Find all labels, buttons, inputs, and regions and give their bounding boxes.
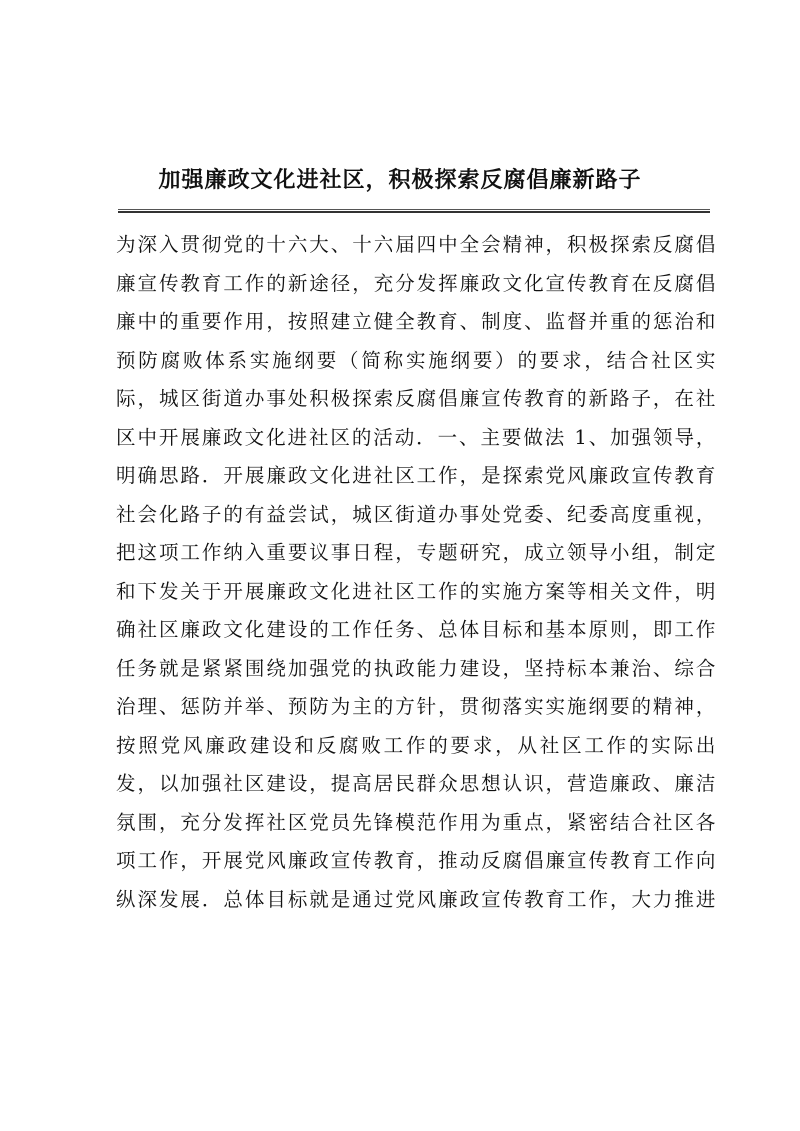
document-body bbox=[116, 226, 716, 919]
body-line: 和下发关于开展廉政文化进社区工作的实施方案等相关文件，明 bbox=[116, 579, 716, 603]
body-line: 明确思路．开展廉政文化进社区工作，是探索党风廉政宣传教育 bbox=[116, 464, 716, 487]
body-line: 按照党风廉政建设和反腐败工作的要求，从社区工作的实际出 bbox=[116, 733, 716, 757]
document-title: 加强廉政文化进社区，积极探索反腐倡廉新路子 bbox=[158, 167, 642, 193]
body-line: 把这项工作纳入重要议事日程，专题研究，成立领导小组，制定 bbox=[116, 541, 716, 564]
body-line: 为深入贯彻党的十六大、十六届四中全会精神，积极探索反腐倡 bbox=[116, 233, 716, 256]
body-line: 预防腐败体系实施纲要（简称实施纲要）的要求，结合社区实 bbox=[116, 348, 716, 372]
body-line: 氛围，充分发挥社区党员先锋模范作用为重点，紧密结合社区各 bbox=[116, 810, 716, 834]
body-line: 纵深发展．总体目标就是通过党风廉政宣传教育工作，大力推进 bbox=[116, 887, 716, 911]
title-divider bbox=[118, 209, 710, 213]
body-line: 项工作，开展党风廉政宣传教育，推动反腐倡廉宣传教育工作向 bbox=[116, 849, 716, 872]
body-line: 发，以加强社区建设，提高居民群众思想认识，营造廉政、廉洁 bbox=[116, 772, 716, 795]
body-line: 廉中的重要作用，按照建立健全教育、制度、监督并重的惩治和 bbox=[116, 310, 716, 333]
body-line: 治理、惩防并举、预防为主的方针，贯彻落实实施纲要的精神， bbox=[116, 695, 716, 718]
body-line: 廉宣传教育工作的新途径，充分发挥廉政文化宣传教育在反腐倡 bbox=[116, 271, 716, 295]
body-line: 区中开展廉政文化进社区的活动．一、主要做法 1、加强领导， bbox=[116, 425, 716, 449]
body-line: 任务就是紧紧围绕加强党的执政能力建设，坚持标本兼治、综合 bbox=[116, 656, 716, 680]
body-line: 际，城区街道办事处积极探索反腐倡廉宣传教育的新路子，在社 bbox=[116, 387, 716, 410]
body-line: 确社区廉政文化建设的工作任务、总体目标和基本原则，即工作 bbox=[116, 618, 716, 641]
body-line: 社会化路子的有益尝试，城区街道办事处党委、纪委高度重视， bbox=[116, 502, 716, 526]
